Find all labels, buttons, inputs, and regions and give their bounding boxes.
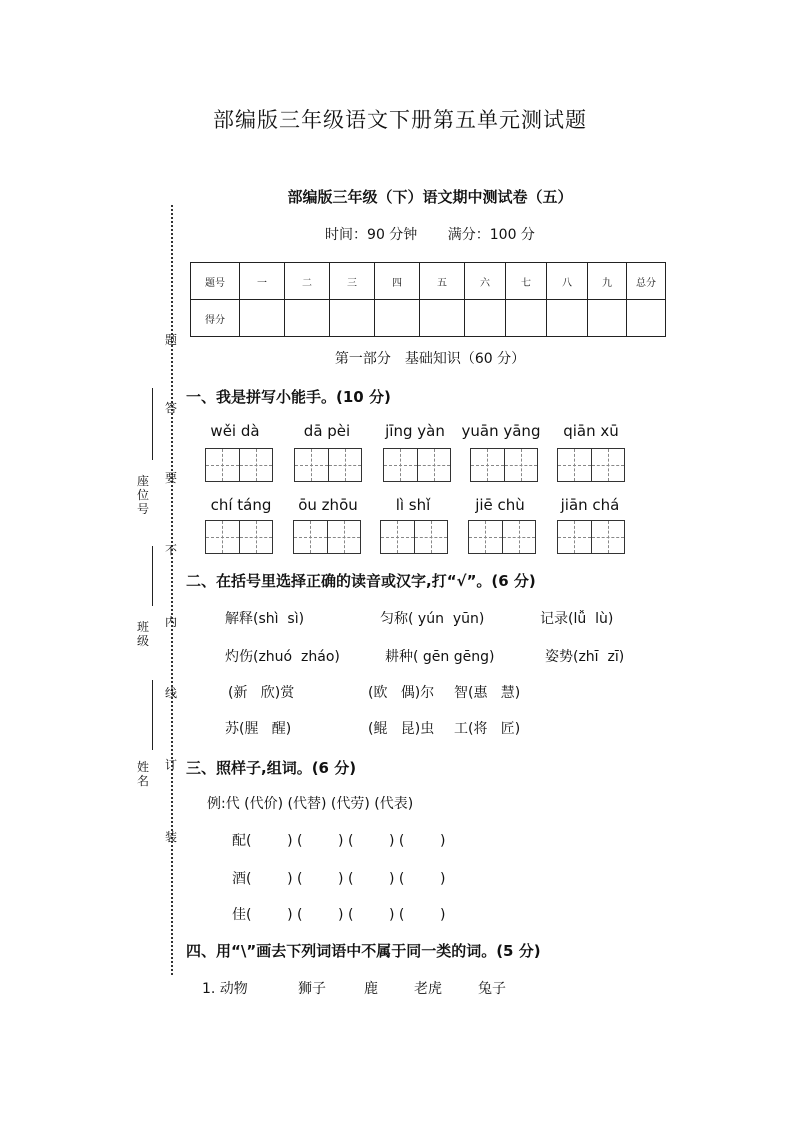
score-table-col: 二 xyxy=(285,263,330,300)
binding-char: 题 xyxy=(164,333,177,347)
pinyin-label: lì shǐ xyxy=(395,496,431,514)
binding-char: 答 xyxy=(164,401,177,415)
section2-heading: 二、在括号里选择正确的读音或汉字,打“√”。(6 分) xyxy=(186,572,536,590)
section4-heading: 四、用“\”画去下列词语中不属于同一类的词。(5 分) xyxy=(186,942,541,960)
score-table xyxy=(190,262,666,337)
score-table-col: 九 xyxy=(588,263,627,300)
binding-char: 订 xyxy=(164,758,177,772)
binding-char: 要 xyxy=(164,471,177,485)
pinyin-label: wěi dà xyxy=(210,422,260,440)
seat-number-label: 座位号 xyxy=(136,474,149,516)
score-table-header-row xyxy=(191,263,666,300)
word-row[interactable]: 配( ) ( ) ( ) ( ) xyxy=(232,833,446,849)
pinyin-label: jiān chá xyxy=(560,496,620,514)
choice-item[interactable]: 解释(shì sì) xyxy=(225,611,305,627)
writing-grid[interactable] xyxy=(383,448,451,482)
score-table-col: 八 xyxy=(547,263,588,300)
score-cell xyxy=(375,300,420,337)
writing-grid[interactable] xyxy=(294,448,362,482)
writing-grid[interactable] xyxy=(470,448,538,482)
choice-item[interactable]: 耕种( gēn gēng) xyxy=(385,649,495,665)
category-word: 1. 动物 xyxy=(202,981,248,997)
score-cell xyxy=(506,300,547,337)
choice-item[interactable]: 匀称( yún yūn) xyxy=(380,611,485,627)
exam-title: 部编版三年级（下）语文期中测试卷（五） xyxy=(287,188,573,206)
word-option[interactable]: 狮子 xyxy=(298,981,326,997)
choice-item[interactable]: 姿势(zhī zī) xyxy=(545,649,625,665)
score-cell xyxy=(547,300,588,337)
score-cell xyxy=(330,300,375,337)
pinyin-label: qiān xū xyxy=(563,422,619,440)
writing-grid[interactable] xyxy=(293,520,361,554)
name-label: 姓名 xyxy=(136,760,149,788)
score-cell xyxy=(627,300,666,337)
word-option[interactable]: 鹿 xyxy=(364,981,378,997)
score-cell xyxy=(465,300,506,337)
binding-char: 不 xyxy=(164,543,177,557)
exam-full-score: 满分：100 分 xyxy=(447,227,535,243)
score-table-col: 四 xyxy=(375,263,420,300)
choice-item[interactable]: (新 欣)赏 xyxy=(228,685,295,701)
section1-heading: 一、我是拼写小能手。(10 分) xyxy=(186,388,391,406)
pinyin-label: jīng yàn xyxy=(385,422,445,440)
score-table-label-question: 题号 xyxy=(191,263,240,300)
word-row[interactable]: 酒( ) ( ) ( ) ( ) xyxy=(232,871,446,887)
exam-meta xyxy=(160,224,700,244)
writing-grid[interactable] xyxy=(380,520,448,554)
section3-heading: 三、照样子,组词。(6 分) xyxy=(186,759,357,777)
binding-char: 内 xyxy=(164,615,177,629)
score-cell xyxy=(420,300,465,337)
score-table-col: 总分 xyxy=(627,263,666,300)
exam-time: 时间：90 分钟 xyxy=(325,227,418,243)
score-table-col: 三 xyxy=(330,263,375,300)
word-option[interactable]: 老虎 xyxy=(414,981,442,997)
choice-item[interactable]: 苏(腥 醒) xyxy=(225,721,292,737)
score-cell xyxy=(240,300,285,337)
pinyin-label: dā pèi xyxy=(303,422,351,440)
pinyin-label: chí táng xyxy=(210,496,272,514)
choice-item[interactable]: 智(惠 慧) xyxy=(454,685,521,701)
word-option[interactable]: 兔子 xyxy=(478,981,506,997)
score-table-col: 一 xyxy=(240,263,285,300)
binding-dotted-line xyxy=(171,205,173,975)
score-table-label-score: 得分 xyxy=(191,300,240,337)
writing-grid[interactable] xyxy=(557,520,625,554)
pinyin-label: jiē chù xyxy=(475,496,525,514)
writing-grid[interactable] xyxy=(557,448,625,482)
class-label: 班级 xyxy=(136,620,149,648)
score-table-col: 七 xyxy=(506,263,547,300)
seat-number-line[interactable] xyxy=(152,388,153,460)
choice-item[interactable]: 记录(lǚ lù) xyxy=(540,611,614,627)
binding-char: 装 xyxy=(164,830,177,844)
class-line[interactable] xyxy=(152,546,153,606)
pinyin-label: ōu zhōu xyxy=(298,496,358,514)
writing-grid[interactable] xyxy=(468,520,536,554)
score-cell xyxy=(285,300,330,337)
binding-char: 线 xyxy=(164,686,177,700)
score-table-col: 五 xyxy=(420,263,465,300)
choice-item[interactable]: 工(将 匠) xyxy=(454,721,521,737)
writing-grid[interactable] xyxy=(205,448,273,482)
word-row[interactable]: 佳( ) ( ) ( ) ( ) xyxy=(232,907,446,923)
choice-item[interactable]: 灼伤(zhuó zháo) xyxy=(225,649,340,665)
pinyin-label: yuān yāng xyxy=(461,422,541,440)
score-table-col: 六 xyxy=(465,263,506,300)
section3-example: 例:代 (代价) (代替) (代劳) (代表) xyxy=(207,796,414,812)
choice-item[interactable]: (欧 偶)尔 xyxy=(368,685,435,701)
document-title: 部编版三年级语文下册第五单元测试题 xyxy=(213,108,587,132)
choice-item[interactable]: (鲲 昆)虫 xyxy=(368,721,435,737)
part-title: 第一部分 基础知识（60 分） xyxy=(334,351,526,367)
score-table-score-row xyxy=(191,300,666,337)
writing-grid[interactable] xyxy=(205,520,273,554)
name-line[interactable] xyxy=(152,680,153,750)
score-cell xyxy=(588,300,627,337)
